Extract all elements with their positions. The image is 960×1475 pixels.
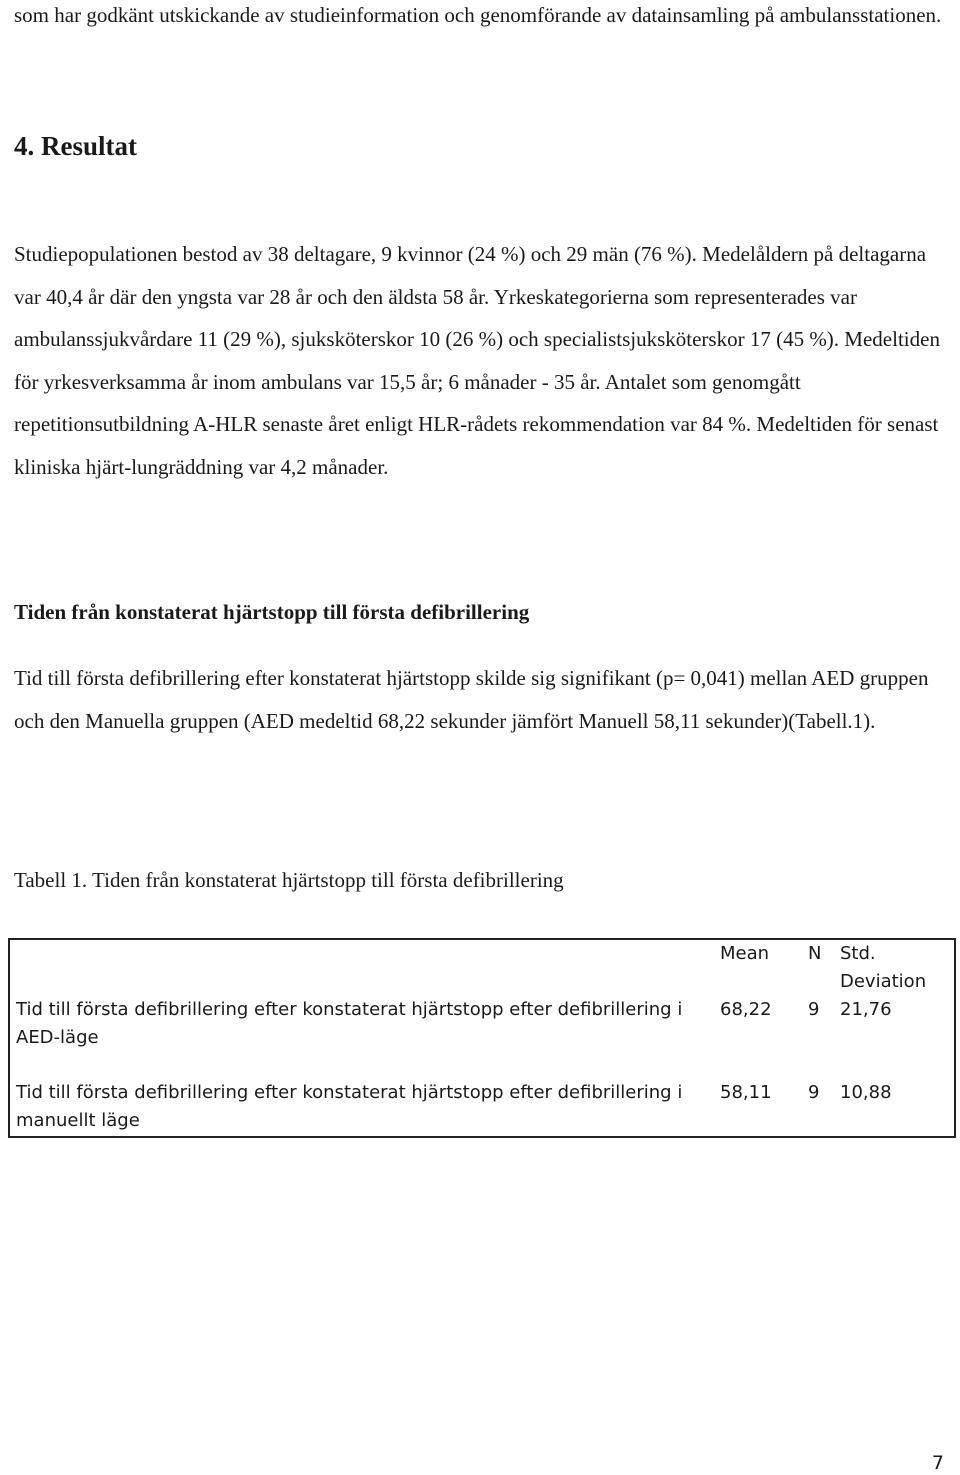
row-n: 9 xyxy=(808,999,820,1020)
header-mean: Mean xyxy=(720,943,770,964)
page-number: 7 xyxy=(931,1452,944,1474)
row-mean: 58,11 xyxy=(720,1082,772,1103)
row-std: 21,76 xyxy=(840,999,892,1020)
table-row xyxy=(9,996,955,1079)
table-row xyxy=(9,1079,955,1137)
header-n: N xyxy=(808,943,822,964)
row-mean: 68,22 xyxy=(720,999,772,1020)
defibrillation-paragraph: Tid till första defibrillering efter konstaterat hjärtstopp skilde sig signifikant (p= 0,041) mellan AED gruppen och den Manuella gruppen (AED medeltid 68,22 sekunder jämfört Manuell 58,11 sekunder)(Tabell.1). xyxy=(14,666,929,733)
results-paragraph: Studiepopulationen bestod av 38 deltagare, 9 kvinnor (24 %) och 29 män (76 %). Medelåldern på deltagarna var 40,4 år där den yngsta var 28 år och den äldsta 58 år. Yrkeskategorierna som representerades var ambulanssjukvårdare 11 (29 %), sjuksköterskor 10 (26 %) och specialistsjuksköterskor 17 (45 %). Medeltiden för yrkesverksamma år inom ambulans var 15,5 år; 6 månader - 35 år. Antalet som genomgått repetitionsutbildning A-HLR senaste året enligt HLR-rådets rekommendation var 84 %. Medeltiden för senast kliniska hjärt-lungräddning var 4,2 månader. xyxy=(14,242,940,479)
table-header-row xyxy=(9,939,955,996)
header-description xyxy=(9,939,706,996)
table-caption: Tabell 1. Tiden från konstaterat hjärtstopp till första defibrillering xyxy=(14,868,564,892)
header-std-deviation: Std. Deviation xyxy=(840,943,927,992)
row-description: Tid till första defibrillering efter konstaterat hjärtstopp efter defibrillering i manuellt läge xyxy=(16,1082,683,1131)
row-n: 9 xyxy=(808,1082,820,1103)
intro-paragraph: som har godkänt utskickande av studieinformation och genomförande av datainsamling på ambulansstationen. xyxy=(14,3,942,27)
subsection-heading: Tiden från konstaterat hjärtstopp till första defibrillering xyxy=(14,600,530,624)
results-table xyxy=(8,938,956,1138)
row-std: 10,88 xyxy=(840,1082,892,1103)
row-description: Tid till första defibrillering efter konstaterat hjärtstopp efter defibrillering i AED-läge xyxy=(16,999,683,1048)
section-heading: 4. Resultat xyxy=(14,131,137,161)
